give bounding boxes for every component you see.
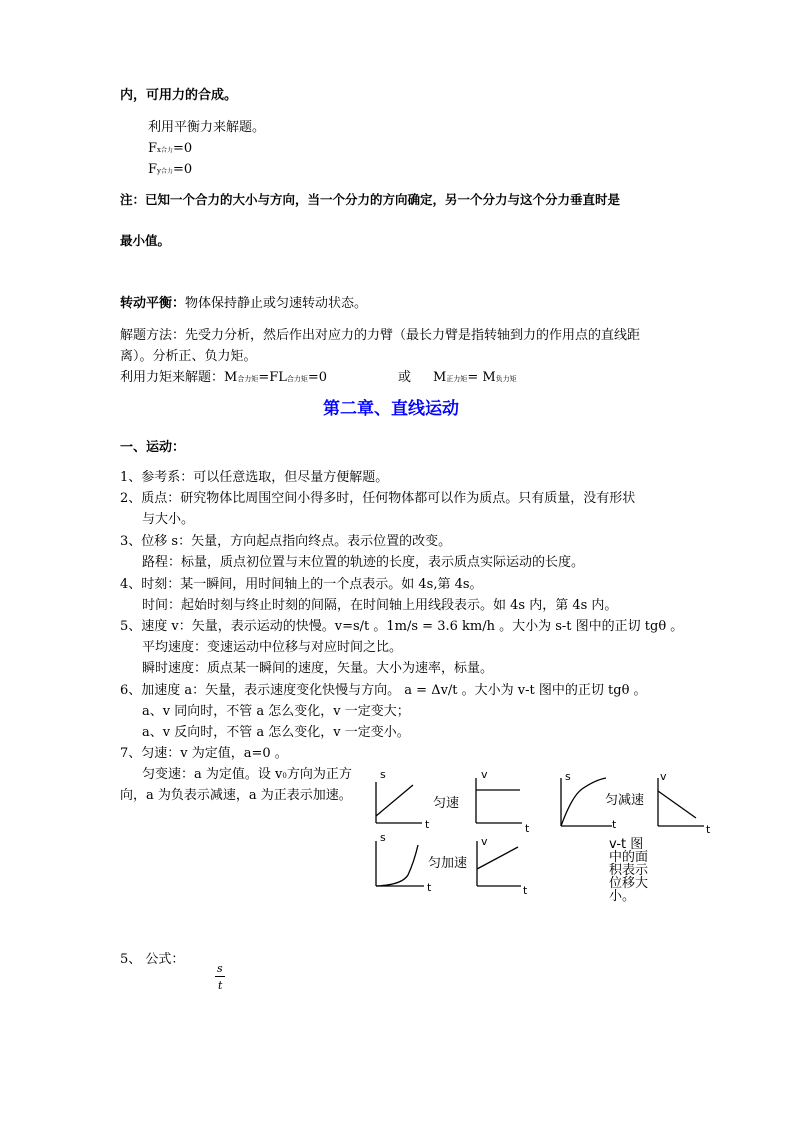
item-1: 1、参考系：可以任意选取，但尽量方便解题。 <box>120 470 389 485</box>
axis-label-t: t <box>525 822 530 835</box>
item-5: 5、速度 v：矢量，表示运动的快慢。v=s/t 。1m/s = 3.6 km/h 。大小为 s-t 图中的正切 tgθ 。 <box>120 619 684 634</box>
note: 注：已知一个合力的大小与方向，当一个分力的方向确定，另一个分力与这个分力垂直时是 <box>120 192 621 207</box>
paragraph: 利用平衡力来解题。 <box>148 120 266 135</box>
vt-note-1: v-t 图 <box>609 837 644 852</box>
item-4-time: 时间：起始时刻与终止时刻的间隔，在时间轴上用线段表示。如 4s 内，第 4s 内。 <box>142 598 618 613</box>
fraction-numerator: s <box>217 962 223 975</box>
moment-formula: 利用力矩来解题：M合力矩=FL合力矩=0 <box>120 370 328 385</box>
axis-label-t: t <box>425 818 430 831</box>
axis-label-t: t <box>612 818 617 831</box>
method-line-1: 解题方法：先受力分析，然后作出对应力的力臂（最长力臂是指转轴到力的作用点的直线距 <box>120 328 641 343</box>
formula-fx: Fx合力=0 <box>148 141 193 156</box>
method-line-2: 离）。分析正、负力矩。 <box>120 349 257 364</box>
note-continued: 最小值。 <box>120 233 171 248</box>
axis-label-v: v <box>660 770 667 783</box>
item-7-cont: 向，a 为负表示减速，a 为正表示加速。 <box>120 788 352 803</box>
formula-heading: 5、 公式： <box>120 952 185 967</box>
chapter-title: 第二章、直线运动 <box>323 399 459 419</box>
axis-label-s: s <box>565 770 571 783</box>
graph-st-accel <box>376 841 424 886</box>
graph-st-uniform <box>376 782 422 823</box>
axis-label-t: t <box>523 884 528 897</box>
section-heading: 一、运动： <box>120 440 186 455</box>
moment-or: 或 <box>398 370 412 385</box>
item-4: 4、时刻：某一瞬间，用时间轴上的一个点表示。如 4s,第 4s。 <box>120 577 483 592</box>
vt-note-3: 积表示 <box>609 863 649 878</box>
label-uniform: 匀速 <box>433 796 460 811</box>
graph-vt-decel <box>658 778 704 826</box>
item-7-variable: 匀变速：a 为定值。设 v0方向为正方 <box>142 767 352 782</box>
axis-label-t: t <box>706 823 711 836</box>
heading-fragment: 内，可用力的合成。 <box>120 88 238 103</box>
graph-vt-uniform <box>476 778 522 823</box>
item-2: 2、质点：研究物体比周围空间小得多时，任何物体都可以作为质点。只有质量，没有形状 <box>120 491 636 506</box>
axis-label-v: v <box>481 768 488 781</box>
item-6: 6、加速度 a：矢量，表示速度变化快慢与方向。 a = Δv/t 。大小为 v-t 图中的正切 tgθ 。 <box>120 683 647 698</box>
axis-label-v: v <box>481 835 488 848</box>
rotation-balance: 转动平衡：物体保持静止或匀速转动状态。 <box>120 296 368 311</box>
label-decel: 匀减速 <box>605 793 645 808</box>
item-6-same: a、v 同向时，不管 a 怎么变化，v 一定变大； <box>142 704 410 719</box>
label-accel: 匀加速 <box>428 856 468 871</box>
moment-formula-2: M正力矩= M负力矩 <box>433 370 517 385</box>
axis-label-t: t <box>427 881 432 894</box>
vt-note-5: 小。 <box>609 889 636 904</box>
item-6-opp: a、v 反向时，不管 a 怎么变化，v 一定变小。 <box>142 725 410 740</box>
item-5-inst: 瞬时速度：质点某一瞬间的速度，矢量。大小为速率，标量。 <box>142 661 494 676</box>
fraction-denominator: t <box>218 979 223 992</box>
vt-note-4: 位移大 <box>609 876 649 891</box>
item-2-cont: 与大小。 <box>142 512 195 527</box>
vt-note-2: 中的面 <box>609 850 649 865</box>
axis-label-s: s <box>380 768 386 781</box>
axis-label-s: s <box>380 831 386 844</box>
item-5-avg: 平均速度：变速运动中位移与对应时间之比。 <box>142 640 403 655</box>
item-7: 7、匀速：v 为定值，a=0 。 <box>120 746 288 761</box>
item-3-path: 路程：标量，质点初位置与末位置的轨迹的长度，表示质点实际运动的长度。 <box>142 555 585 570</box>
formula-fy: Fy合力=0 <box>148 162 193 177</box>
item-3: 3、位移 s：矢量，方向起点指向终点。表示位置的改变。 <box>120 534 452 549</box>
